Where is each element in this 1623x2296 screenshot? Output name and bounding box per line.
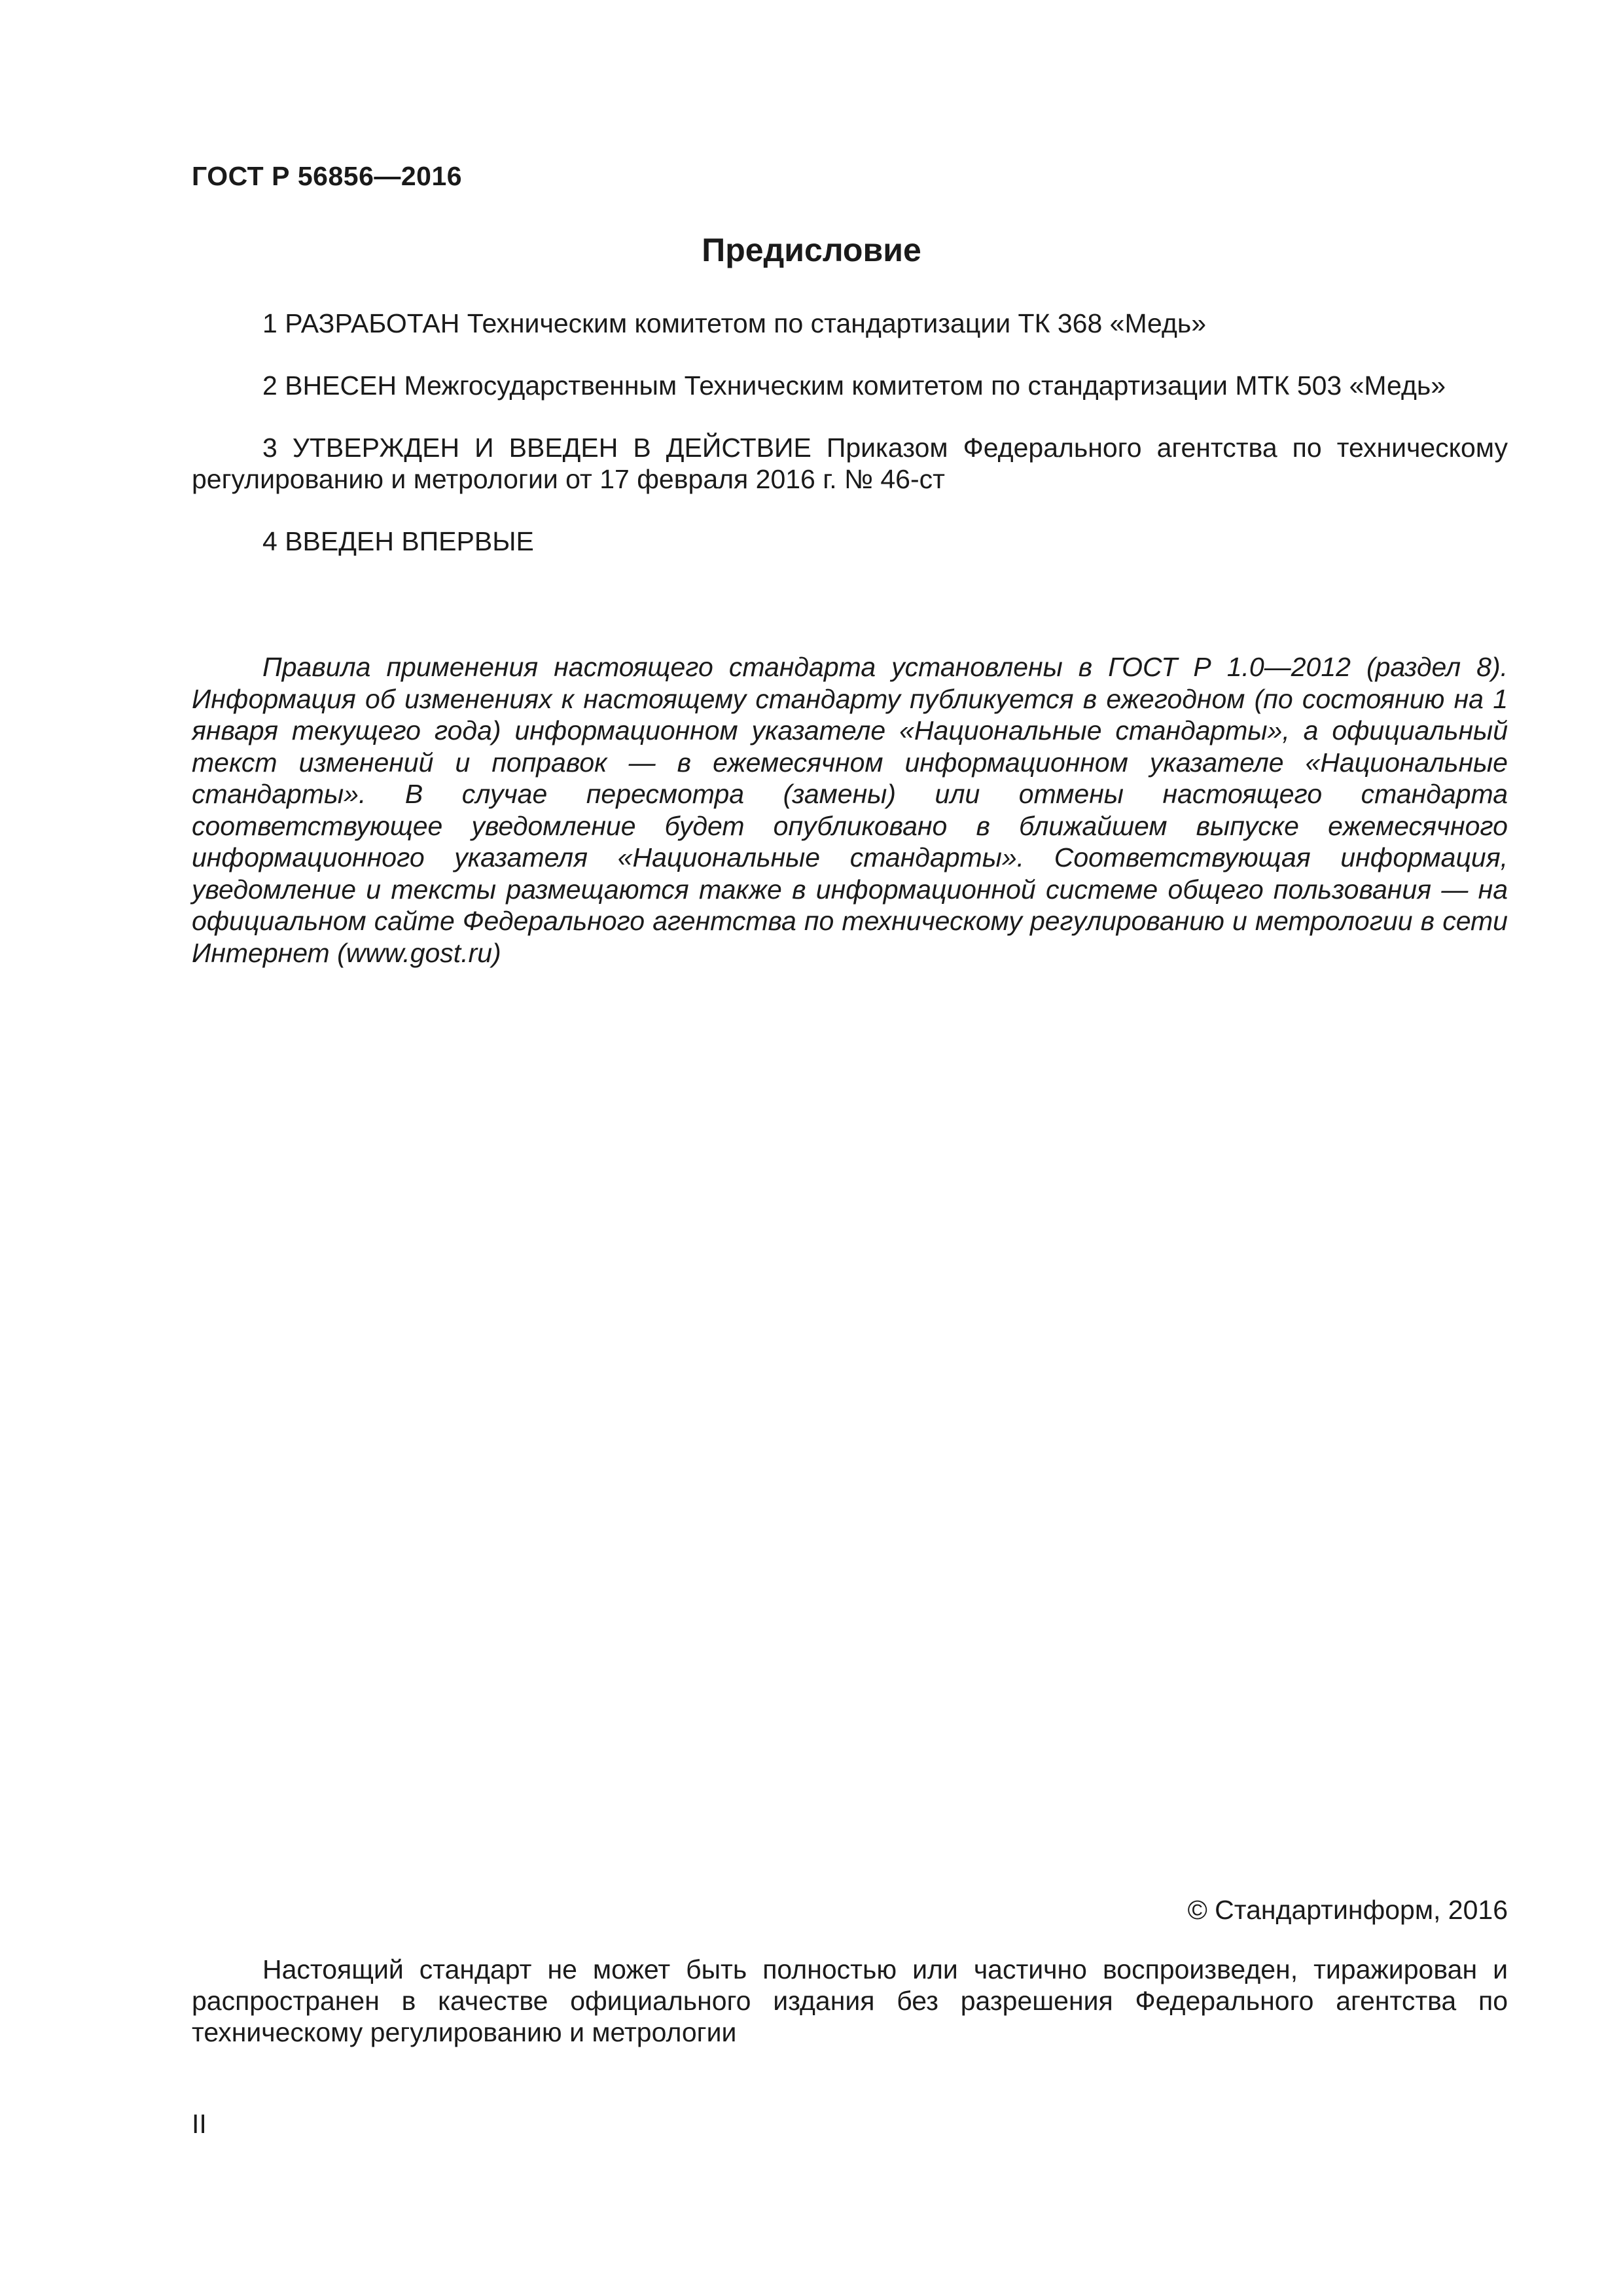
reproduction-notice-block xyxy=(192,1954,1508,2048)
copyright-line: © Стандартинформ, 2016 xyxy=(1187,1895,1508,1925)
standard-identifier: ГОСТ Р 56856—2016 xyxy=(192,161,463,191)
foreword-item-text: 1 РАЗРАБОТАН Техническим комитетом по стандартизации ТК 368 «Медь» xyxy=(262,308,1207,338)
foreword-item-1 xyxy=(192,308,1508,339)
application-rules-text: Правила применения настоящего стандарта установлены в ГОСТ Р 1.0—2012 (раздел 8). Информация об изменениях к настоящему стандарту публикуется в ежегодном (по состоянию на 1 января текущего года) информационном указателе «Национальные стандарты», а официальный текст изменений и поправок — в ежемесячном информационном указателе «Национальные стандарты». В случае пересмотра (замены) или отмены настоящего стандарта соответствующее уведомление будет опубликовано в ближайшем выпуске ежемесячного информационного указателя «Национальные стандарты». Соответствующая информация, уведомление и тексты размещаются также в информационной системе общего пользования — на официальном сайте Федерального агентства по техническому регулированию и метрологии в сети Интернет (www.gost.ru) xyxy=(192,652,1508,968)
foreword-item-3 xyxy=(192,432,1508,495)
foreword-item-text: 3 УТВЕРЖДЕН И ВВЕДЕН В ДЕЙСТВИЕ Приказом Федерального агентства по техническому регулированию и метрологии от 17 февраля 2016 г. № 46-ст xyxy=(192,433,1508,494)
foreword-item-text: 2 ВНЕСЕН Межгосударственным Техническим комитетом по стандартизации МТК 503 «Медь» xyxy=(262,370,1446,401)
page-title: Предисловие xyxy=(702,232,921,268)
foreword-item-4 xyxy=(192,526,1508,557)
application-rules-block xyxy=(192,651,1508,969)
foreword-item-2 xyxy=(192,370,1508,401)
foreword-item-text: 4 ВВЕДЕН ВПЕРВЫЕ xyxy=(262,526,534,556)
reproduction-notice-text: Настоящий стандарт не может быть полностью или частично воспроизведен, тиражирован и распространен в качестве официального издания без разрешения Федерального агентства по техническому регулированию и метрологии xyxy=(192,1954,1508,2047)
page-number: II xyxy=(192,2109,207,2139)
